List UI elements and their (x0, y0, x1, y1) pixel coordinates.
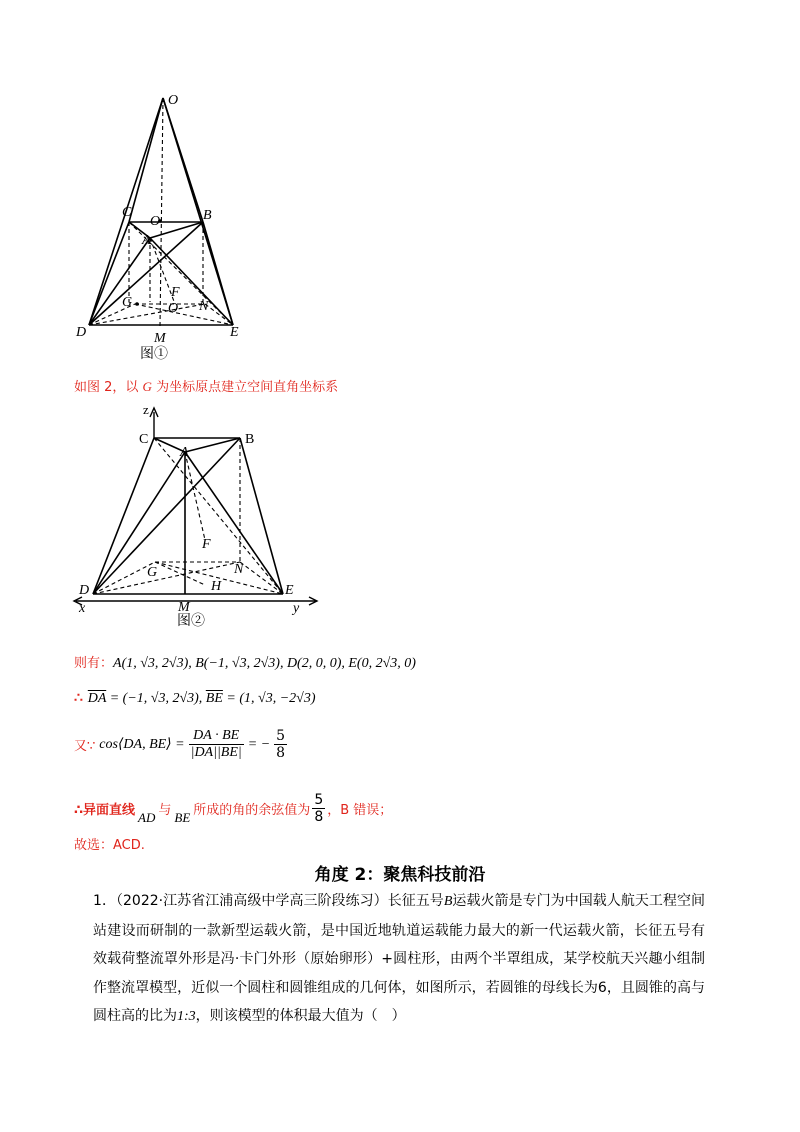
figure-2-caption: 图② (177, 614, 205, 629)
problem-text: ，则该模型的体积最大值为（ ） (195, 1008, 406, 1024)
conclusion-fraction (312, 792, 325, 825)
fig1-label: C (122, 205, 132, 220)
conclusion-and: 与 (158, 803, 172, 818)
vector-da: $\overline{DA}$ (87, 691, 107, 706)
figure-1-caption: 图① (140, 347, 168, 362)
fig2-label: z (143, 402, 149, 417)
setup-var: G (142, 379, 152, 394)
fig1-label: O (168, 301, 179, 316)
fig2-label: D (79, 583, 90, 598)
fig1-label: G (122, 295, 133, 310)
problem-1 (93, 887, 705, 1032)
figure-2 (70, 398, 330, 628)
fig2-label: A (180, 445, 189, 460)
fig1-label: F (171, 285, 180, 300)
fig2-label: B (245, 432, 255, 447)
fig1-label: M (154, 331, 166, 346)
cos-line (74, 728, 287, 761)
setup-prefix: 如图 2，以 (74, 380, 143, 395)
section-heading: 角度 2：聚焦科技前沿 (314, 865, 486, 885)
problem-text: 长征五号 (387, 893, 444, 909)
answer-line: 故选：ACD. (74, 838, 145, 853)
cos-denominator: |DA||BE| (190, 745, 242, 760)
fig2-label: F (202, 537, 211, 552)
fig1-label: A (142, 233, 151, 248)
conclusion-text: 所成的角的余弦值为 (193, 803, 311, 818)
fig2-label: x (79, 601, 86, 616)
fig2-label: y (293, 601, 300, 616)
fig2-label: C (139, 432, 149, 447)
problem-source: （2022·江苏省江浦高级中学高三阶段练习） (115, 893, 388, 909)
fig2-label: G (147, 565, 158, 580)
setup-suffix: 为坐标原点建立空间直角坐标系 (151, 380, 339, 395)
therefore-symbol: ∴ (74, 690, 88, 706)
fig1-label: E (230, 325, 239, 340)
conclusion-denominator: 8 (314, 809, 324, 825)
cos-expression: cos⟨DA, BE⟩ = (99, 737, 185, 752)
fig2-label: N (234, 562, 244, 577)
points-prefix: 则有： (74, 656, 114, 671)
segment-ad: AD (138, 809, 156, 825)
fig2-label: M (178, 600, 190, 615)
vector-be-value: = (1, √3, −2√3) (222, 691, 316, 706)
points-expression: A(1, √3, 2√3), B(−1, √3, 2√3), D(2, 0, 0), E(0, 2√3, 0) (113, 656, 416, 671)
fig1-label: O (168, 93, 179, 108)
problem-ratio: 1:3 (177, 1009, 196, 1024)
segment-be: BE (174, 809, 191, 825)
fig1-label: D (76, 325, 87, 340)
cos-result-numerator: 5 (276, 728, 286, 744)
conclusion-line (74, 792, 392, 825)
fig1-label: N (199, 299, 209, 314)
cos-numerator: DA · BE (189, 728, 244, 745)
fig2-label: H (211, 579, 222, 594)
cos-fraction (189, 728, 244, 761)
vectors-line (74, 690, 316, 707)
vector-be: $\overline{BE}$ (205, 691, 223, 706)
fig1-label: B (203, 208, 212, 223)
fig1-label: O (150, 214, 161, 229)
problem-text: 运载火箭是专门为中国载人航天工程空间站建设而研制的一款新型运载火箭，是中国近地轨道运载能力最大的新一代运载火箭，长征五号有效载荷整流罩外形是冯·卡门外形（原始卵形）+圆柱形，由两个半罩组成，某学校航天兴趣小组制作整流罩模型，近似一个圆柱和圆锥组成的几何体，如图所示，若圆锥的母线长为6，且圆锥的高与圆柱高的比为 (93, 893, 706, 1024)
because-prefix: 又∵ (74, 739, 96, 754)
coordinate-setup-line (74, 376, 338, 395)
problem-number: 1． (93, 893, 116, 909)
conclusion-prefix: ∴异面直线 (74, 803, 136, 818)
cos-result (274, 728, 287, 761)
conclusion-suffix: ，B 错误； (327, 803, 393, 818)
conclusion-numerator: 5 (314, 792, 324, 808)
cos-equals: = − (247, 736, 271, 752)
fig2-label: E (285, 583, 294, 598)
vector-da-value: = (−1, √3, 2√3), (106, 691, 206, 706)
cos-result-denominator: 8 (276, 745, 286, 761)
points-line (74, 652, 416, 672)
figure-1 (76, 88, 260, 368)
problem-var-b: B (443, 894, 453, 909)
